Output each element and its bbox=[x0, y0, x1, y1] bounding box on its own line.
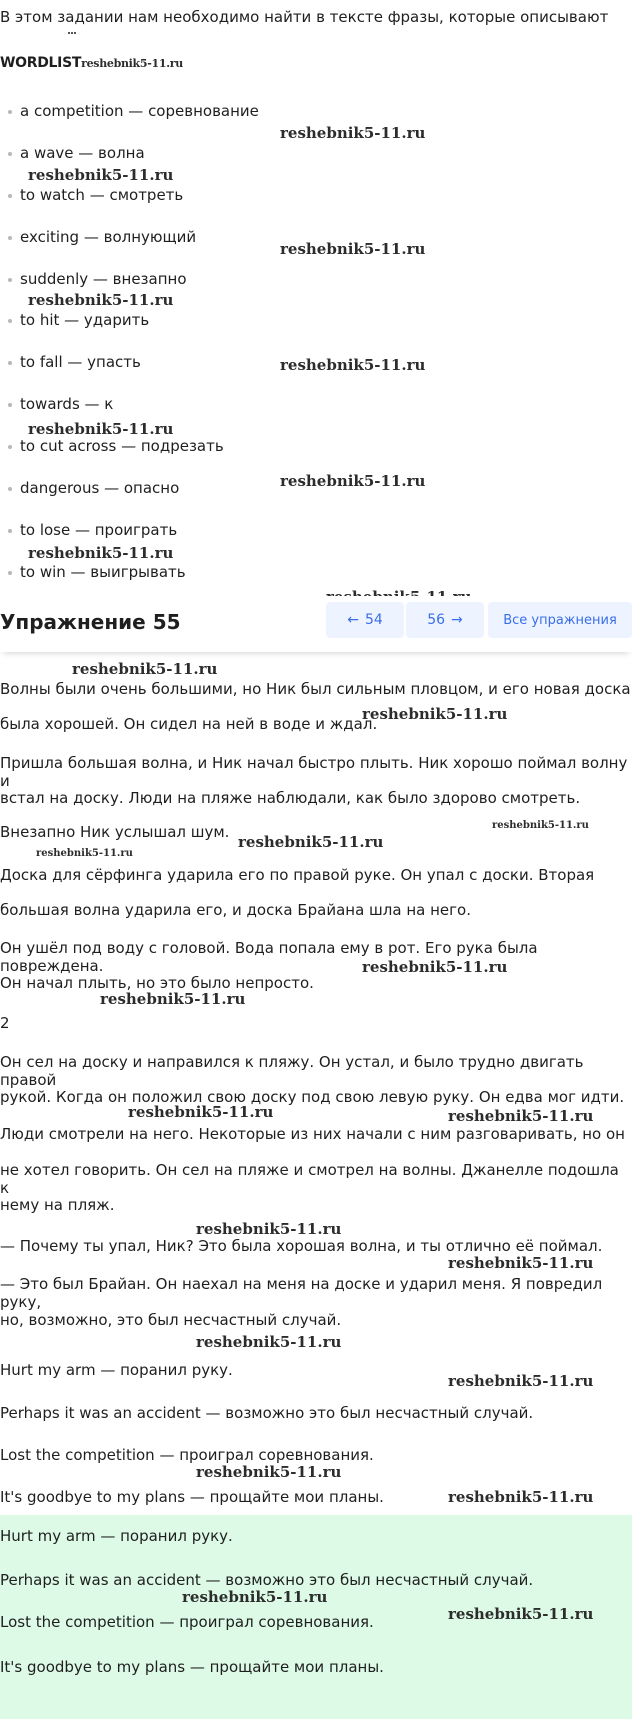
answer-box-line: Perhaps it was an accident — возможно это был несчастный случай. bbox=[0, 1571, 534, 1589]
answer-line: Perhaps it was an accident — возможно это был несчастный случай. bbox=[0, 1404, 534, 1422]
story-line: Он сел на доску и направился к пляжу. Он устал, и было трудно двигать правой bbox=[0, 1053, 584, 1089]
wordlist-title-text: WORDLIST bbox=[0, 55, 82, 71]
watermark: reshebnik5-11.ru bbox=[196, 1333, 342, 1351]
watermark: reshebnik5-11.ru bbox=[81, 57, 183, 70]
wordlist-item: to fall — упасть bbox=[20, 353, 141, 371]
watermark: reshebnik5-11.ru bbox=[72, 660, 218, 678]
answer-box-line: Hurt my arm — поранил руку. bbox=[0, 1527, 233, 1545]
story-line: Он ушёл под воду с головой. Вода попала ему в рот. Его рука была повреждена. bbox=[0, 939, 538, 975]
watermark: reshebnik5-11.ru bbox=[448, 1254, 594, 1272]
watermark: reshebnik5-11.ru bbox=[28, 420, 174, 438]
watermark: reshebnik5-11.ru bbox=[238, 833, 384, 851]
intro-text: В этом задании нам необходимо найти в тексте фразы, которые описывают bbox=[0, 8, 609, 26]
story-line: Доска для сёрфинга ударила его по правой руке. Он упал с доски. Вторая bbox=[0, 866, 595, 884]
story-line: была хорошей. Он сидел на ней в воде и ждал. bbox=[0, 715, 378, 733]
story-line: не хотел говорить. Он сел на пляже и смотрел на волны. Джанелле подошла к bbox=[0, 1161, 619, 1197]
story-line: но, возможно, это был несчастный случай. bbox=[0, 1311, 342, 1329]
story-line: рукой. Когда он положил свою доску под свою левую руку. Он едва мог идти. bbox=[0, 1088, 625, 1106]
watermark: reshebnik5-11.ru bbox=[280, 356, 426, 374]
wordlist-item: a wave — волна bbox=[20, 144, 145, 162]
cut-off-text bbox=[68, 32, 76, 37]
next-exercise-label: 56 bbox=[427, 612, 446, 628]
watermark: reshebnik5-11.ru bbox=[196, 1463, 342, 1481]
next-exercise-button[interactable] bbox=[406, 602, 484, 638]
exercise-nav-bar bbox=[0, 596, 632, 652]
watermark: reshebnik5-11.ru bbox=[448, 1372, 594, 1390]
answer-line: Hurt my arm — поранил руку. bbox=[0, 1361, 233, 1379]
story-line: встал на доску. Люди на пляже наблюдали, как было здорово смотреть. bbox=[0, 789, 581, 807]
arrow-right-icon: → bbox=[451, 612, 463, 628]
wordlist-item: suddenly — внезапно bbox=[20, 270, 187, 288]
watermark: reshebnik5-11.ru bbox=[448, 1107, 594, 1125]
wordlist-item: towards — к bbox=[20, 395, 114, 413]
wordlist-item: to win — выигрывать bbox=[20, 563, 186, 581]
wordlist-item: to watch — смотреть bbox=[20, 186, 184, 204]
story-line: большая волна ударила его, и доска Брайана шла на него. bbox=[0, 901, 471, 919]
all-exercises-button[interactable]: Все упражнения bbox=[488, 602, 632, 638]
watermark: reshebnik5-11.ru bbox=[182, 1588, 328, 1606]
watermark: reshebnik5-11.ru bbox=[28, 544, 174, 562]
story-line: — Это был Брайан. Он наехал на меня на доске и ударил меня. Я повредил руку, bbox=[0, 1275, 603, 1311]
watermark: reshebnik5-11.ru bbox=[492, 820, 589, 831]
watermark: reshebnik5-11.ru bbox=[362, 958, 508, 976]
story-line: — Почему ты упал, Ник? Это была хорошая волна, и ты отлично её поймал. bbox=[0, 1237, 603, 1255]
watermark: reshebnik5-11.ru bbox=[362, 705, 508, 723]
watermark: reshebnik5-11.ru bbox=[280, 124, 426, 142]
wordlist-item: to hit — ударить bbox=[20, 311, 150, 329]
watermark: reshebnik5-11.ru bbox=[28, 291, 174, 309]
wordlist-item: to cut across — подрезать bbox=[20, 437, 224, 455]
watermark: reshebnik5-11.ru bbox=[448, 1605, 594, 1623]
story-line: нему на пляж. bbox=[0, 1196, 115, 1214]
story-line: Внезапно Ник услышал шум. bbox=[0, 823, 230, 841]
wordlist-item: exciting — волнующий bbox=[20, 228, 197, 246]
wordlist-title bbox=[0, 55, 183, 71]
watermark: reshebnik5-11.ru bbox=[28, 166, 174, 184]
story-line: Он начал плыть, но это было непросто. bbox=[0, 974, 314, 992]
story-line: Волны были очень большими, но Ник был сильным пловцом, и его новая доска bbox=[0, 680, 631, 698]
story-line: Пришла большая волна, и Ник начал быстро плыть. Ник хорошо поймал волну и bbox=[0, 754, 628, 790]
answer-line: It's goodbye to my plans — прощайте мои планы. bbox=[0, 1488, 384, 1506]
story-line: Люди смотрели на него. Некоторые из них начали с ним разговаривать, но он bbox=[0, 1125, 625, 1143]
prev-exercise-button[interactable] bbox=[326, 602, 404, 638]
answer-box-line: Lost the competition — проиграл соревнования. bbox=[0, 1613, 374, 1631]
watermark: reshebnik5-11.ru bbox=[36, 848, 133, 859]
watermark: reshebnik5-11.ru bbox=[128, 1103, 274, 1121]
watermark: reshebnik5-11.ru bbox=[100, 990, 246, 1008]
wordlist-item: dangerous — опасно bbox=[20, 479, 180, 497]
watermark: reshebnik5-11.ru bbox=[196, 1220, 342, 1238]
watermark: reshebnik5-11.ru bbox=[280, 472, 426, 490]
watermark: reshebnik5-11.ru bbox=[448, 1488, 594, 1506]
answer-line: Lost the competition — проиграл соревнования. bbox=[0, 1446, 374, 1464]
watermark: reshebnik5-11.ru bbox=[280, 240, 426, 258]
answer-box-line: It's goodbye to my plans — прощайте мои планы. bbox=[0, 1658, 384, 1676]
wordlist-item: a competition — соревнование bbox=[20, 102, 259, 120]
prev-exercise-label: 54 bbox=[364, 612, 383, 628]
arrow-left-icon: ← bbox=[347, 612, 359, 628]
wordlist-item: to lose — проиграть bbox=[20, 521, 178, 539]
paragraph-number: 2 bbox=[0, 1014, 10, 1032]
exercise-title: Упражнение 55 bbox=[0, 610, 181, 634]
